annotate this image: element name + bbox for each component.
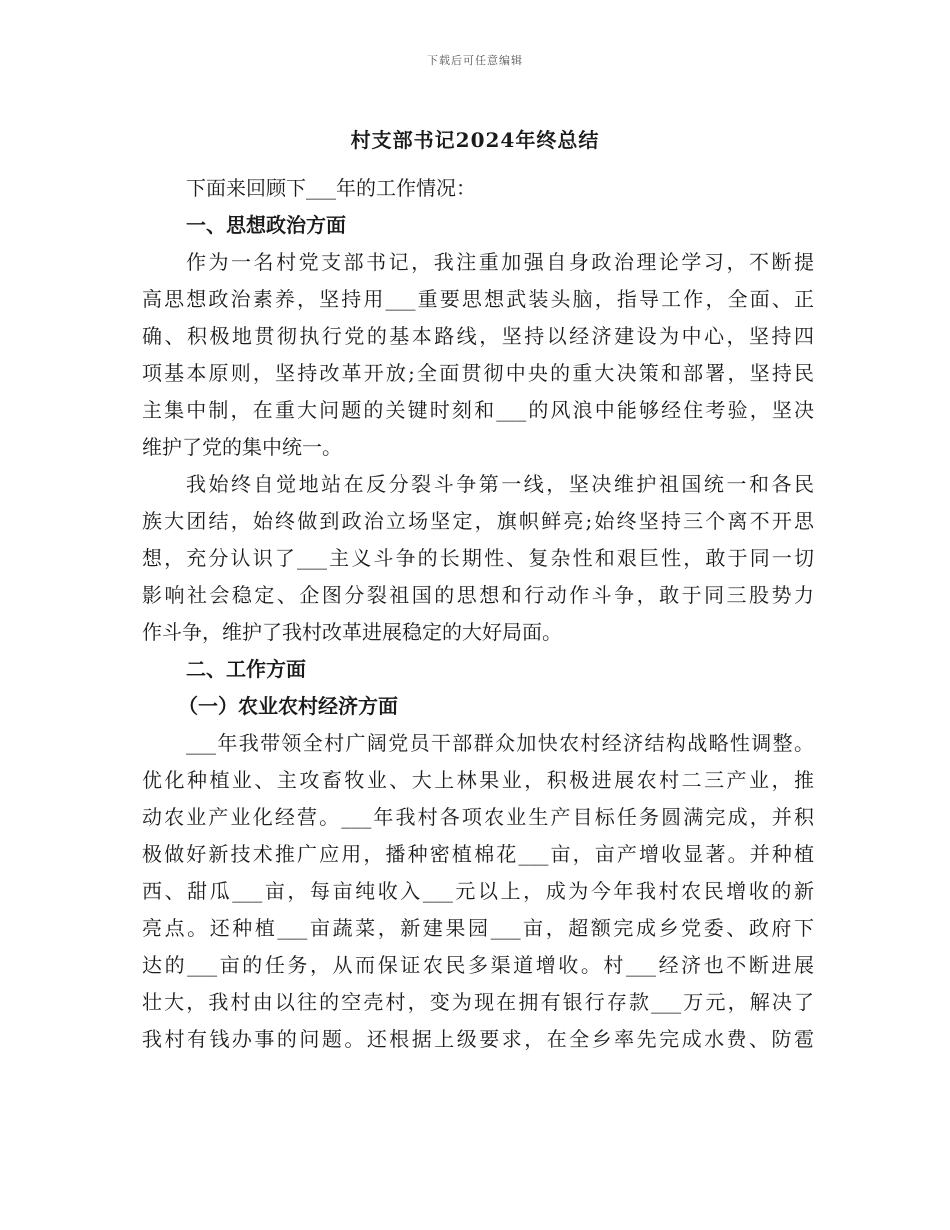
paragraph-line: 下面来回顾下___年的工作情况： <box>186 176 476 200</box>
section-heading: 二、工作方面 <box>186 657 306 681</box>
paragraph-line: 动农业产业化经营。___年我村各项农业生产目标任务圆满完成，并积 <box>142 805 814 829</box>
document-body <box>142 170 814 1058</box>
paragraph-line: 确、积极地贯彻执行党的基本路线，坚持以经济建设为中心，坚持四 <box>142 324 814 348</box>
paragraph-line: 西、甜瓜___亩，每亩纯收入___元以上，成为今年我村农民增收的新 <box>142 879 814 903</box>
paragraph-line: 主集中制，在重大问题的关键时刻和___的风浪中能够经住考验，坚决 <box>142 398 814 422</box>
paragraph-line: 作斗争，维护了我村改革进展稳定的大好局面。 <box>142 620 562 644</box>
paragraph-line: 维护了党的集中统一。 <box>142 435 342 459</box>
paragraph-line: 壮大，我村由以往的空壳村，变为现在拥有银行存款___万元，解决了 <box>142 990 814 1014</box>
paragraph-line: 作为一名村党支部书记，我注重加强自身政治理论学习，不断提 <box>186 250 814 274</box>
paragraph-line: 高思想政治素养，坚持用___重要思想武装头脑，指导工作，全面、正 <box>142 287 814 311</box>
paragraph-line: 族大团结，始终做到政治立场坚定，旗帜鲜亮;始终坚持三个离不开思 <box>142 509 814 533</box>
paragraph-line: 我村有钱办事的问题。还根据上级要求，在全乡率先完成水费、防雹 <box>142 1027 814 1051</box>
paragraph-line: 达的___亩的任务，从而保证农民多渠道增收。村___经济也不断进展 <box>142 953 814 977</box>
document-title: 村支部书记2024年终总结 <box>350 128 600 152</box>
paragraph-line: 极做好新技术推广应用，播种密植棉花___亩，亩产增收显著。并种植 <box>142 842 814 866</box>
paragraph-line: 影响社会稳定、企图分裂祖国的思想和行动作斗争，敢于同三股势力 <box>142 583 814 607</box>
paragraph-line: 想，充分认识了___主义斗争的长期性、复杂性和艰巨性，敢于同一切 <box>142 546 814 570</box>
paragraph-line: 项基本原则，坚持改革开放;全面贯彻中央的重大决策和部署，坚持民 <box>142 361 814 385</box>
section-heading: 一、思想政治方面 <box>186 213 346 237</box>
subsection-heading: （一）农业农村经济方面 <box>178 694 398 718</box>
paragraph-line: ___年我带领全村广阔党员干部群众加快农村经济结构战略性调整。 <box>186 731 814 755</box>
paragraph-line: 我始终自觉地站在反分裂斗争第一线，坚决维护祖国统一和各民 <box>186 472 814 496</box>
paragraph-line: 优化种植业、主攻畜牧业、大上林果业，积极进展农村二三产业，推 <box>142 768 814 792</box>
paragraph-line: 亮点。还种植___亩蔬菜，新建果园___亩，超额完成乡党委、政府下 <box>142 916 814 940</box>
page-header-note: 下载后可任意编辑 <box>427 54 523 67</box>
